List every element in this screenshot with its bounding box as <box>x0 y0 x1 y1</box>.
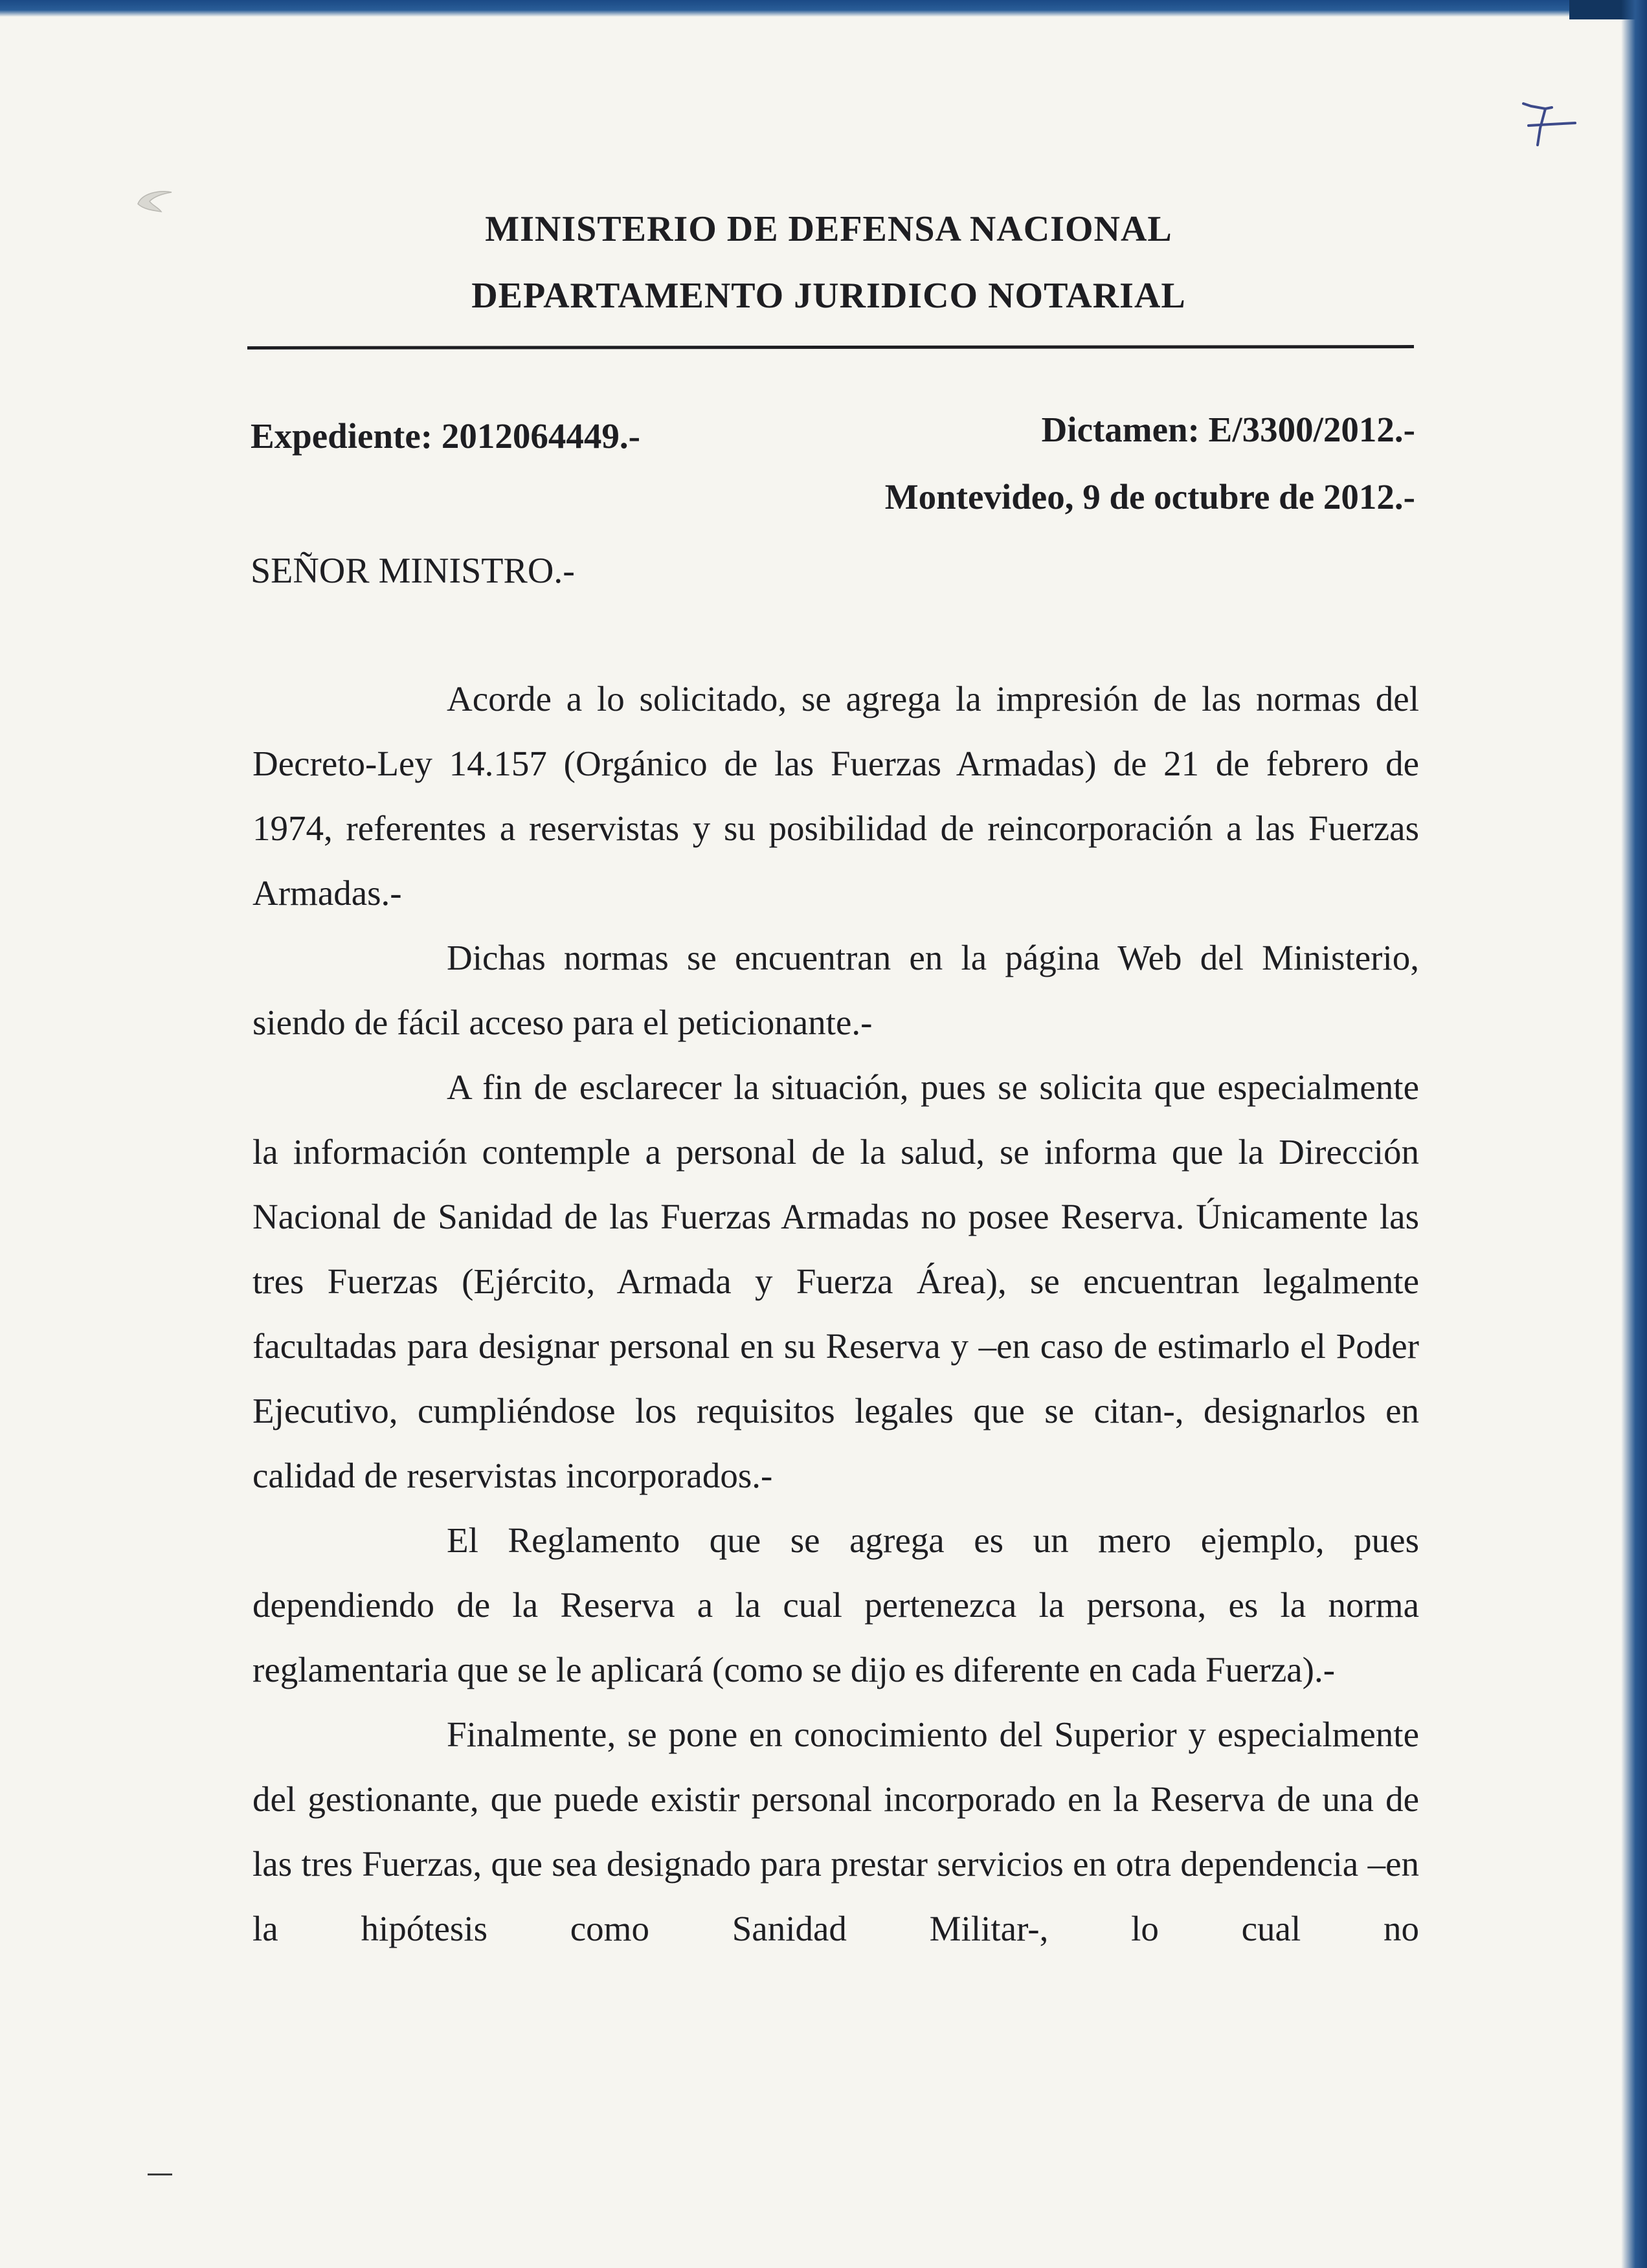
folio-number-handwritten <box>1512 91 1589 155</box>
scan-top-edge <box>0 0 1647 17</box>
paragraph: Finalmente, se pone en conocimiento del Superior y especialmente del gestionante, que puede existir personal incorporado en la Reserva de una de las tres Fuerzas, que sea designado para prestar servicios en otra dependencia –en la hipótesis como Sanidad Militar-, lo cual no <box>252 1715 1419 1948</box>
header-divider <box>247 345 1414 350</box>
scan-mark <box>148 2174 172 2175</box>
salutation: SEÑOR MINISTRO.- <box>251 551 575 591</box>
dictamen-number: Dictamen: E/3300/2012.- <box>1041 410 1415 449</box>
letter-body <box>252 667 1419 1961</box>
place-date: Montevideo, 9 de octubre de 2012.- <box>884 477 1415 517</box>
expediente-number: Expediente: 2012064449.- <box>251 416 640 456</box>
paragraph: Acorde a lo solicitado, se agrega la impresión de las normas del Decreto-Ley 14.157 (Orgánico de las Fuerzas Armadas) de 21 de febrero de 1974, referentes a reservistas y su posibilidad de reincorporación a las Fuerzas Armadas.- <box>252 679 1419 913</box>
punch-hole-mark <box>133 184 178 217</box>
paragraph: El Reglamento que se agrega es un mero ejemplo, pues dependiendo de la Reserva a la cual pertenezca la persona, es la norma reglamentaria que se le aplicará (como se dijo es diferente en cada Fuerza).- <box>252 1520 1419 1689</box>
ministry-title: MINISTERIO DE DEFENSA NACIONAL <box>485 209 1172 249</box>
paragraph: A fin de esclarecer la situación, pues se solicita que especialmente la información contemple a personal de la salud, se informa que la Dirección Nacional de Sanidad de las Fuerzas Armadas no posee Reserva. Únicamente las tres Fuerzas (Ejército, Armada y Fuerza Área), se encuentran legalmente facultadas para designar personal en su Reserva y –en caso de estimarlo el Poder Ejecutivo, cumpliéndose los requisitos legales que se citan-, designarlos en calidad de reservistas incorporados.- <box>252 1067 1419 1495</box>
department-title: DEPARTAMENTO JURIDICO NOTARIAL <box>471 276 1186 316</box>
paragraph: Dichas normas se encuentran en la página Web del Ministerio, siendo de fácil acceso para el peticionante.- <box>252 938 1419 1042</box>
scan-right-edge <box>1621 0 1647 2268</box>
